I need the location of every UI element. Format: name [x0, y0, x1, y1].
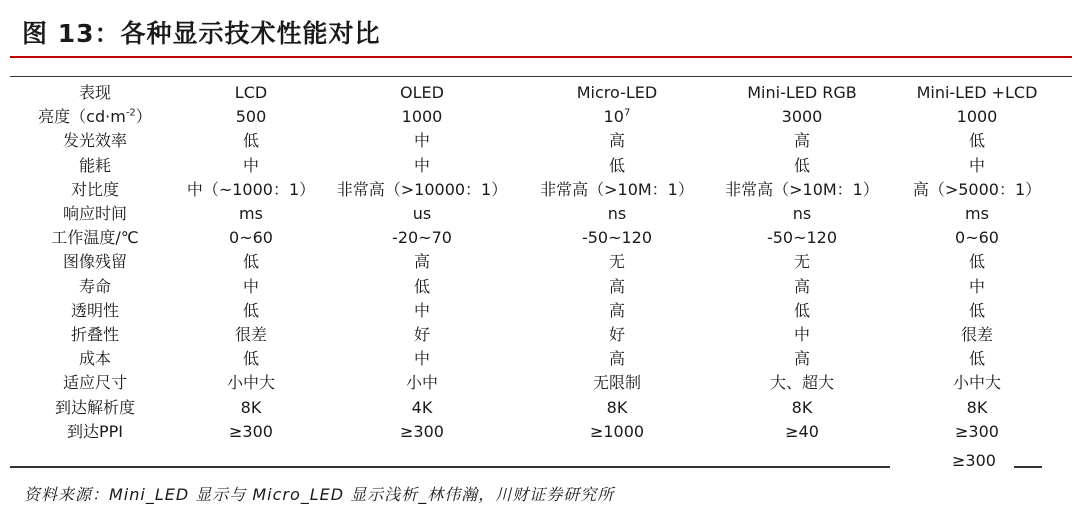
row-label: 透明性 — [70, 300, 119, 320]
table-cell: 大、超大 — [769, 373, 834, 393]
table-cell: 高 — [608, 276, 625, 296]
table-cell: 中 — [968, 155, 985, 175]
header-cell: OLED — [400, 83, 444, 102]
table-cell: 非常高（>10M：1） — [725, 179, 879, 199]
table-cell: 4K — [411, 397, 433, 417]
figure-title: 图 13：各种显示技术性能对比 — [22, 19, 381, 48]
table-bottom-rule-end — [1014, 466, 1042, 468]
table-cell: 500 — [235, 107, 267, 127]
row-label: 到达解析度 — [54, 397, 135, 417]
table-cell: 0~60 — [955, 228, 999, 248]
table-cell: ms — [239, 204, 263, 224]
table-cell: 无限制 — [592, 373, 641, 393]
table-cell: 低 — [413, 276, 430, 296]
table-cell: 中（~1000：1） — [186, 179, 316, 199]
table-row — [10, 226, 1062, 250]
table-cell: 小中大 — [952, 373, 1001, 393]
table-cell: 高 — [793, 276, 810, 296]
row-label: 成本 — [78, 349, 111, 369]
table-cell: ≥40 — [785, 421, 819, 441]
table-cell: 1000 — [401, 107, 443, 127]
row-label: 亮度$(cd\cdot m^{-2})$ — [38, 107, 152, 127]
table-cell: 低 — [793, 155, 810, 175]
row-label: 能耗 — [78, 155, 111, 175]
comparison-table — [10, 81, 1062, 444]
table-cell: 中 — [242, 155, 259, 175]
table-cell: 中 — [413, 131, 430, 151]
table-cell: 低 — [608, 155, 625, 175]
table-cell: 低 — [968, 349, 985, 369]
table-cell: 小中大 — [226, 373, 275, 393]
table-cell: 低 — [242, 349, 259, 369]
row-label: 到达PPI — [66, 421, 124, 441]
overflow-value: ≥300 — [952, 451, 996, 470]
table-row — [10, 105, 1062, 129]
table-cell: 非常高（>10000：1） — [336, 179, 508, 199]
table-cell: 低 — [968, 131, 985, 151]
table-cell: 0~60 — [229, 228, 273, 248]
table-cell: 低 — [793, 300, 810, 320]
table-cell: 8K — [606, 397, 628, 417]
table-row — [10, 396, 1062, 420]
table-cell: ≥300 — [955, 421, 999, 441]
table-row — [10, 275, 1062, 299]
table-cell: ms — [965, 204, 989, 224]
table-cell: 低 — [968, 252, 985, 272]
header-cell: Mini-LED RGB — [747, 83, 857, 102]
header-cell: 表现 — [78, 83, 111, 102]
table-cell: ≥1000 — [589, 421, 645, 441]
table-cell: 8K — [966, 397, 988, 417]
title-underline — [10, 56, 1072, 58]
table-cell: -50~120 — [766, 228, 838, 248]
table-row — [10, 250, 1062, 274]
table-cell: 高 — [793, 349, 810, 369]
table-cell: 低 — [968, 300, 985, 320]
table-cell: 高 — [608, 131, 625, 151]
table-cell: 很差 — [960, 325, 993, 345]
table-cell: 中 — [968, 276, 985, 296]
table-cell: 中 — [413, 349, 430, 369]
table-row — [10, 323, 1062, 347]
table-row — [10, 371, 1062, 395]
table-cell: 低 — [242, 300, 259, 320]
source-note: 资料来源：Mini_LED 显示与 Micro_LED 显示浅析_林伟瀚，川财证券研究所 — [24, 485, 615, 504]
table-row — [10, 347, 1062, 371]
table-cell: 8K — [240, 397, 262, 417]
table-cell: 中 — [413, 155, 430, 175]
row-label: 适应尺寸 — [62, 373, 127, 393]
table-cell: 8K — [791, 397, 813, 417]
table-cell: ≥300 — [229, 421, 273, 441]
table-top-rule — [10, 76, 1072, 77]
table-cell: ns — [792, 204, 812, 224]
table-cell: 中 — [242, 276, 259, 296]
table-cell: 低 — [242, 252, 259, 272]
table-cell: 高 — [413, 252, 430, 272]
row-label: 响应时间 — [62, 204, 127, 224]
table-cell: 1000 — [956, 107, 998, 127]
table-bottom-rule — [10, 466, 890, 468]
header-cell: Micro-LED — [576, 83, 658, 102]
table-row — [10, 178, 1062, 202]
table-cell: 高 — [608, 349, 625, 369]
table-cell: us — [412, 204, 432, 224]
table-row — [10, 129, 1062, 153]
table-cell: -50~120 — [581, 228, 653, 248]
row-label: 发光效率 — [62, 131, 127, 151]
table-cell: 小中 — [405, 373, 438, 393]
table-row — [10, 202, 1062, 226]
header-cell: LCD — [234, 83, 268, 102]
table-cell: 无 — [608, 252, 625, 272]
table-cell: 高（>5000：1） — [912, 179, 1042, 199]
header-cell: Mini-LED +LCD — [916, 83, 1038, 102]
table-cell: 无 — [793, 252, 810, 272]
table-cell: 高 — [793, 131, 810, 151]
table-cell: 中 — [793, 325, 810, 345]
table-cell: 高 — [608, 300, 625, 320]
table-header-row — [10, 81, 1062, 105]
table-cell: ≥300 — [400, 421, 444, 441]
row-label: 寿命 — [78, 276, 111, 296]
table-cell: 中 — [413, 300, 430, 320]
row-label: 折叠性 — [70, 325, 119, 345]
table-row — [10, 299, 1062, 323]
table-cell: -20~70 — [392, 228, 452, 248]
table-cell: 3000 — [781, 107, 823, 127]
table-row — [10, 420, 1062, 444]
row-label: 图像残留 — [62, 252, 127, 272]
table-cell: 低 — [242, 131, 259, 151]
table-cell: 很差 — [234, 325, 267, 345]
table-cell: 好 — [608, 325, 625, 345]
row-label: 工作温度/℃ — [51, 228, 139, 248]
table-cell: $10^7$ — [603, 107, 631, 127]
table-cell: ns — [607, 204, 627, 224]
row-label: 对比度 — [70, 179, 119, 199]
table-cell: 非常高（>10M：1） — [540, 179, 694, 199]
table-row — [10, 154, 1062, 178]
table-cell: 好 — [413, 325, 430, 345]
